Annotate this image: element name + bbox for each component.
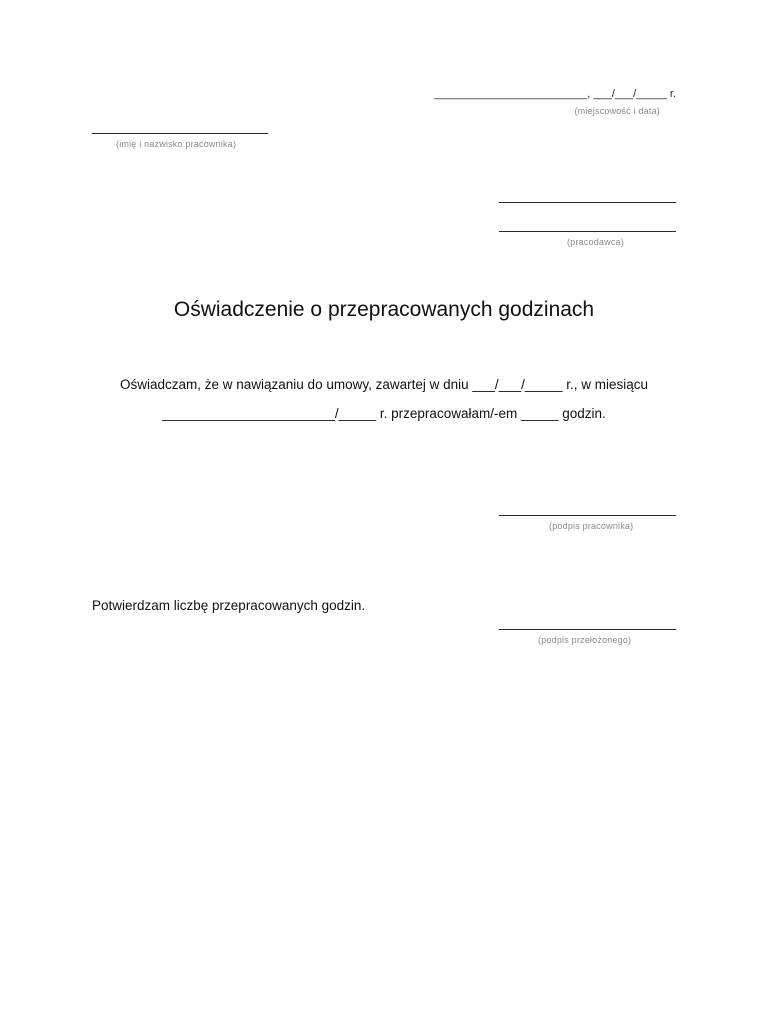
employee-name-caption: (imię i nazwisko pracownika) xyxy=(116,139,237,149)
place-date-caption: (miejscowość i data) xyxy=(574,106,660,116)
employer-caption: (pracodawca) xyxy=(567,237,624,247)
supervisor-signature-caption: (podpis przełożonego) xyxy=(538,635,632,645)
document-title: Oświadczenie o przepracowanych godzinach xyxy=(173,298,595,321)
employee-name-line xyxy=(92,133,268,134)
statement-line-1: Oświadczam, że w nawiązaniu do umowy, zawartej w dniu ___/___/_____ r., w miesiącu xyxy=(119,377,648,392)
supervisor-signature-line xyxy=(499,629,676,630)
place-date-line: _________________________, ___/___/_____ r. xyxy=(434,88,676,100)
employee-signature-caption: (podpis pracownika) xyxy=(549,521,634,531)
employer-line-1 xyxy=(499,202,676,203)
employee-signature-line xyxy=(499,515,676,516)
statement-line-2: _______________________/_____ r. przepracowałam/-em _____ godzin. xyxy=(162,406,606,421)
confirmation-text: Potwierdzam liczbę przepracowanych godzin. xyxy=(92,598,366,613)
employer-line-2 xyxy=(499,231,676,232)
